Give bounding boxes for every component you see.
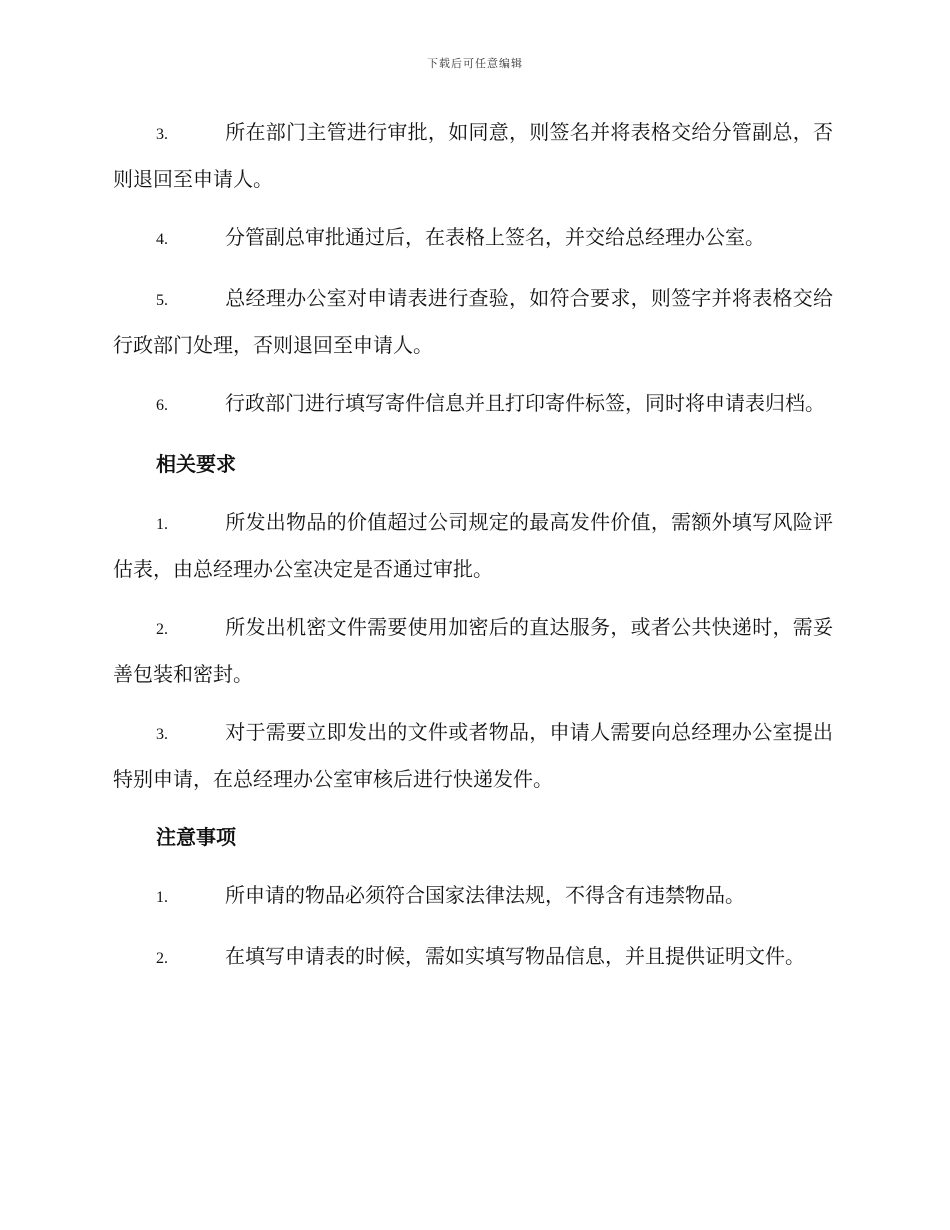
item-text: 所发出物品的价值超过公司规定的最高发件价值，需额外填写风险评估表，由总经理办公室决定是否通过审批。: [113, 510, 833, 581]
item-number: 3.: [156, 126, 168, 143]
item-text: 行政部门进行填写寄件信息并且打印寄件标签，同时将申请表归档。: [225, 391, 825, 415]
item-text: 所在部门主管进行审批，如同意，则签名并将表格交给分管副总，否则退回至申请人。: [113, 120, 833, 191]
item-number: 5.: [156, 292, 168, 309]
process-item: [113, 215, 833, 262]
item-text: 在填写申请表的时候，需如实填写物品信息，并且提供证明文件。: [225, 944, 805, 968]
item-number: 1.: [156, 516, 168, 533]
item-text: 总经理办公室对申请表进行查验，如符合要求，则签字并将表格交给行政部门处理，否则退回至申请人。: [113, 286, 833, 357]
section-heading-requirements: 相关要求: [156, 452, 236, 476]
process-item: [113, 381, 833, 428]
item-number: 1.: [156, 889, 168, 906]
note-item: [113, 934, 833, 981]
note-item: [113, 873, 833, 920]
item-number: 6.: [156, 397, 168, 414]
item-number: 4.: [156, 231, 168, 248]
item-text: 分管副总审批通过后，在表格上签名，并交给总经理办公室。: [225, 225, 765, 249]
item-text: 所发出机密文件需要使用加密后的直达服务，或者公共快递时，需妥善包装和密封。: [113, 615, 833, 686]
requirement-item: [113, 500, 833, 591]
section-heading-notes: 注意事项: [156, 825, 236, 849]
item-number: 2.: [156, 950, 168, 967]
item-number: 2.: [156, 621, 168, 638]
item-number: 3.: [156, 726, 168, 743]
process-item: [113, 110, 833, 201]
requirement-item: [113, 605, 833, 696]
page-header: 下载后可任意编辑: [427, 57, 523, 70]
item-text: 对于需要立即发出的文件或者物品，申请人需要向总经理办公室提出特别申请，在总经理办公室审核后进行快递发件。: [113, 720, 833, 791]
document-body: [113, 110, 833, 995]
requirement-item: [113, 710, 833, 801]
process-item: [113, 276, 833, 367]
item-text: 所申请的物品必须符合国家法律法规，不得含有违禁物品。: [225, 883, 745, 907]
